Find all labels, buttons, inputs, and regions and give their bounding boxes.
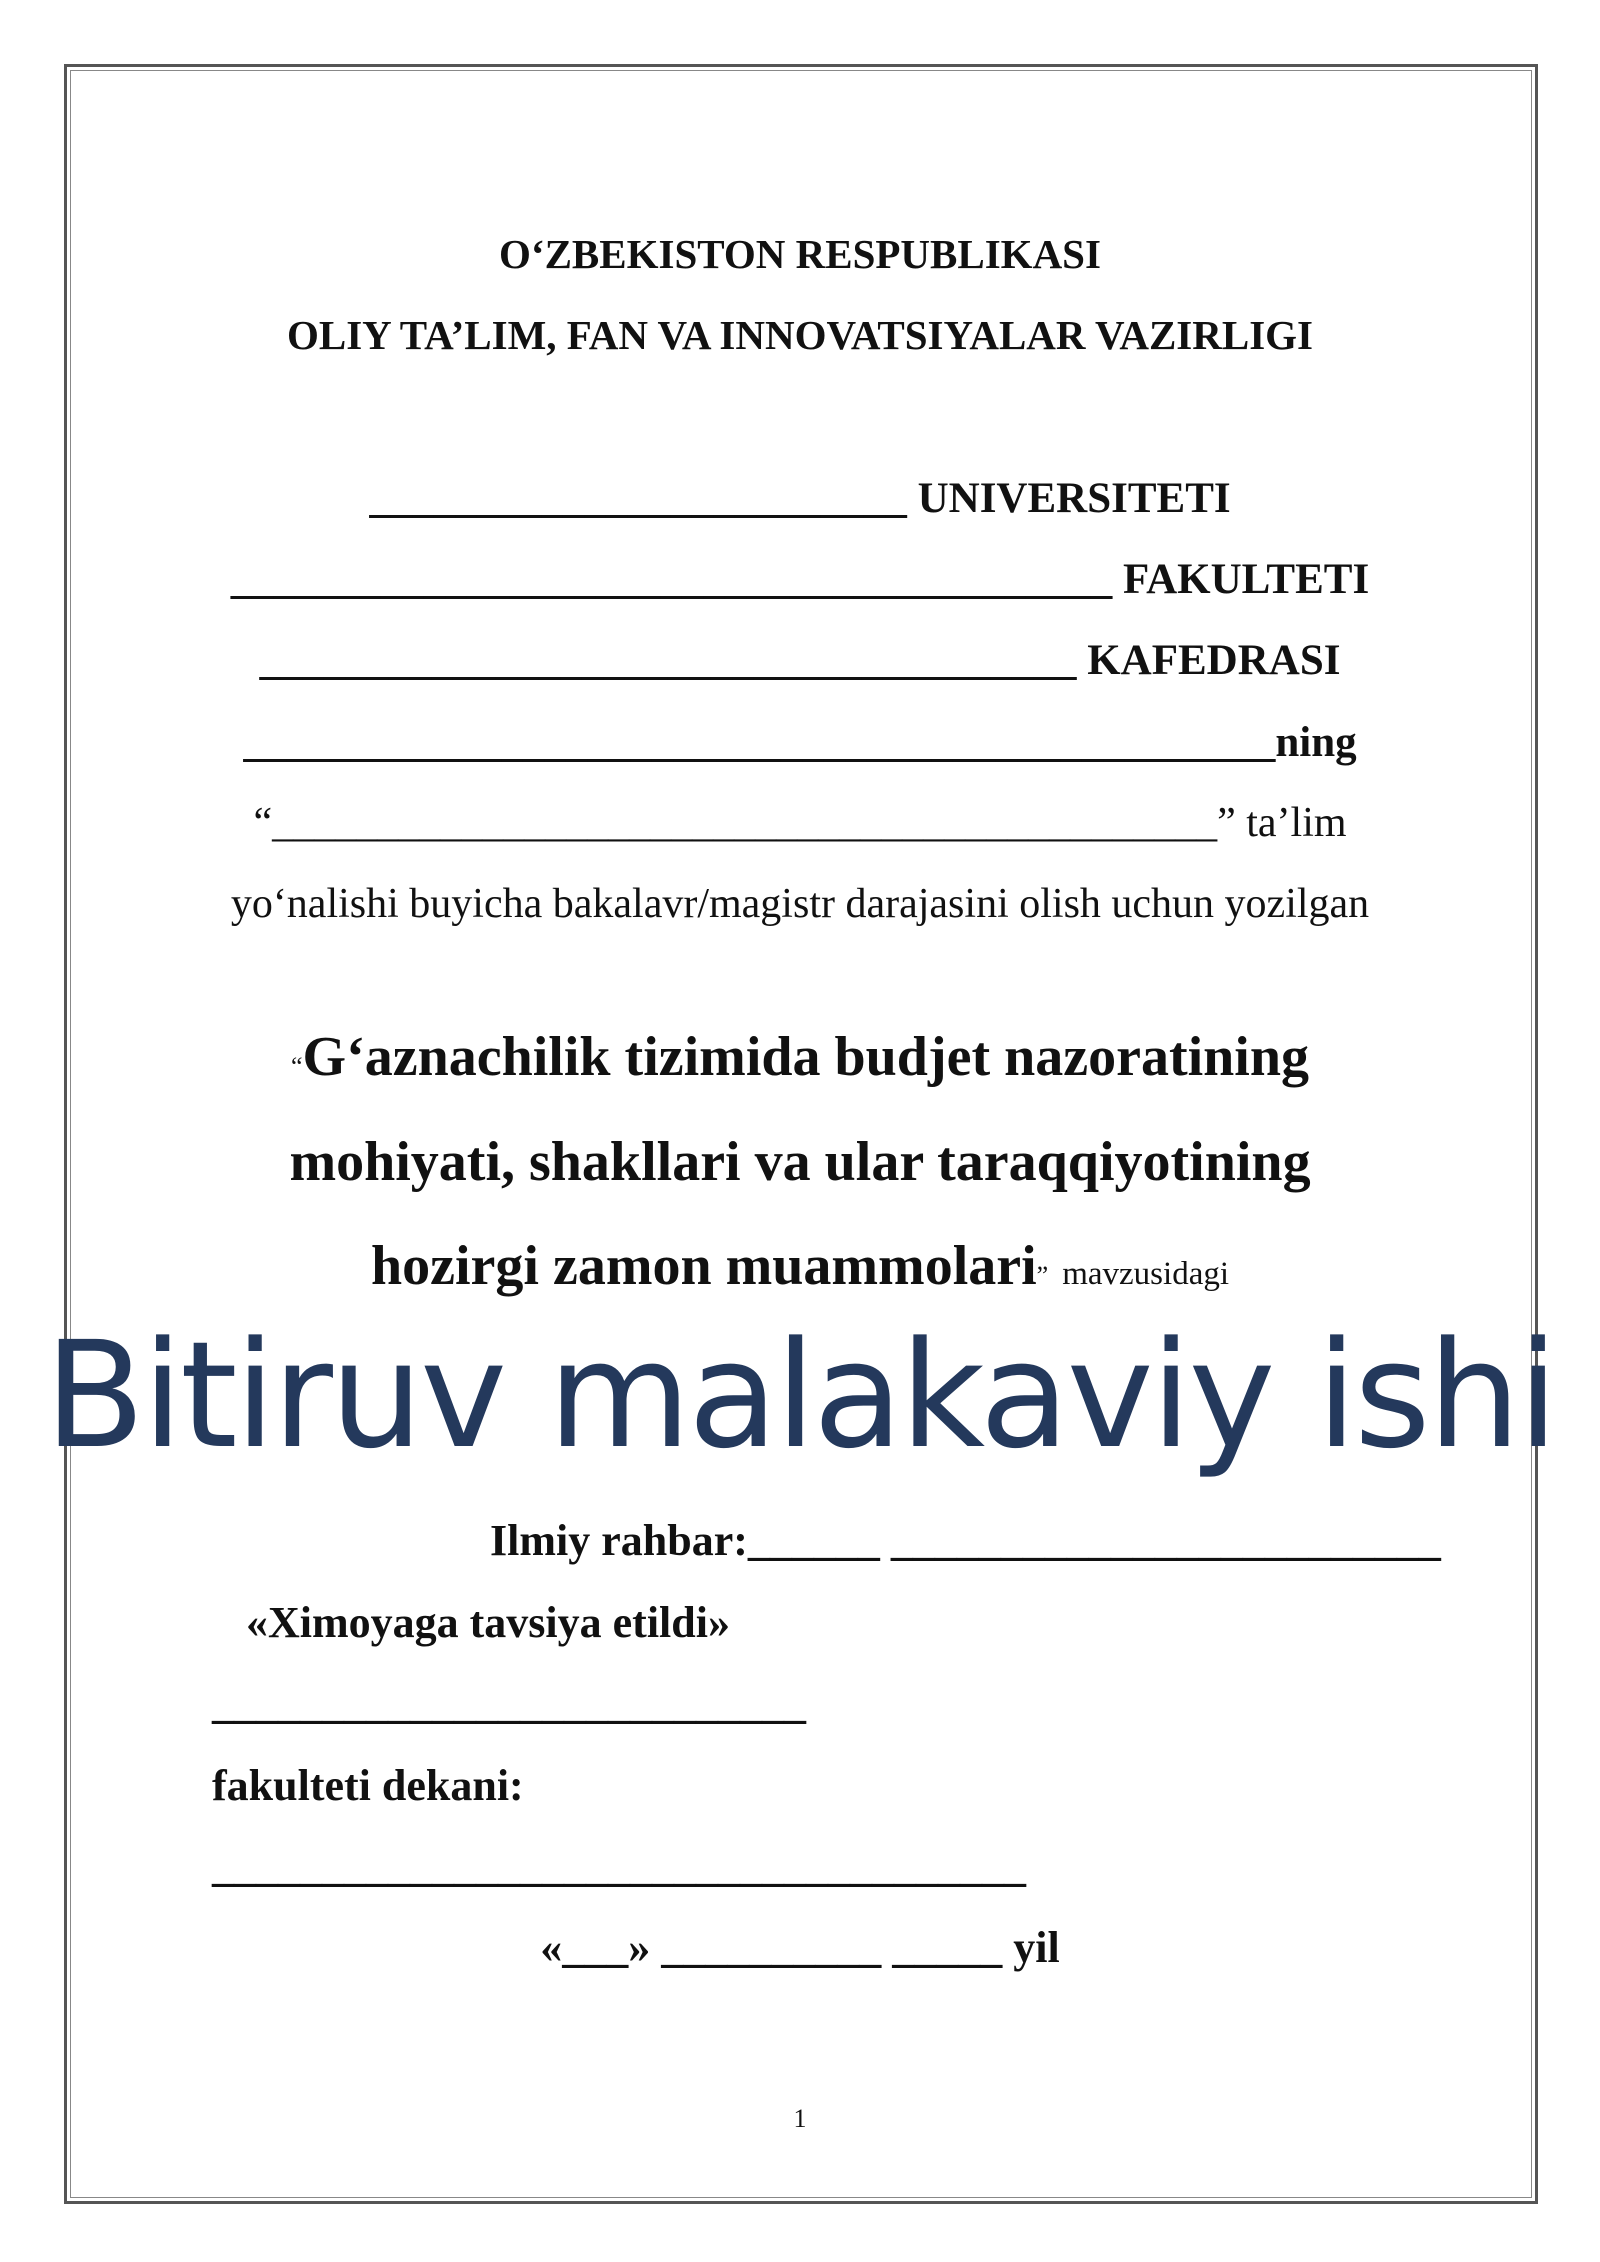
degree-line: yo‘nalishi buyicha bakalavr/magistr darajasini olish uchun yozilgan <box>230 881 1370 927</box>
topic-line-1 <box>0 1025 1600 1089</box>
student-line: ________________________________________________ning <box>243 719 1357 766</box>
work-title: Bitiruv malakaviy ishi <box>44 1310 1556 1481</box>
topic-line-3-text: hozirgi zamon muammolari <box>370 1235 1037 1297</box>
ministry-heading: OLIY TA’LIM, FAN VA INNOVATSIYALAR VAZIRLIGI <box>286 312 1314 358</box>
signature-blank-2: _____________________________________ <box>212 1842 1026 1891</box>
date-line: «___» __________ _____ yil <box>540 1923 1060 1972</box>
topic-line-3 <box>0 1234 1600 1298</box>
university-line: _________________________ UNIVERSITETI <box>369 475 1231 522</box>
topic-suffix: mavzusidagi <box>1062 1256 1230 1292</box>
supervisor-line: Ilmiy rahbar:______ _________________________ <box>490 1516 1441 1565</box>
department-line: ______________________________________ KAFEDRASI <box>259 637 1341 684</box>
signature-blank-1: ___________________________ <box>212 1679 806 1728</box>
topic-open-quote: “ <box>290 1052 303 1081</box>
country-heading: O‘ZBEKISTON RESPUBLIKASI <box>499 231 1101 277</box>
topic-close-quote: ” <box>1036 1261 1049 1290</box>
topic-line-1-text: G‘aznachilik tizimida budjet nazoratining <box>302 1026 1310 1088</box>
page-number: 1 <box>793 2104 807 2133</box>
direction-line: “_____________________________________________” ta’lim <box>253 800 1347 846</box>
topic-line-2: mohiyati, shakllari va ular taraqqiyotining <box>289 1131 1311 1193</box>
dean-label: fakulteti dekani: <box>212 1761 524 1810</box>
faculty-line: _________________________________________ FAKULTETI <box>230 556 1370 603</box>
recommendation-line: «Ximoyaga tavsiya etildi» <box>246 1598 730 1647</box>
